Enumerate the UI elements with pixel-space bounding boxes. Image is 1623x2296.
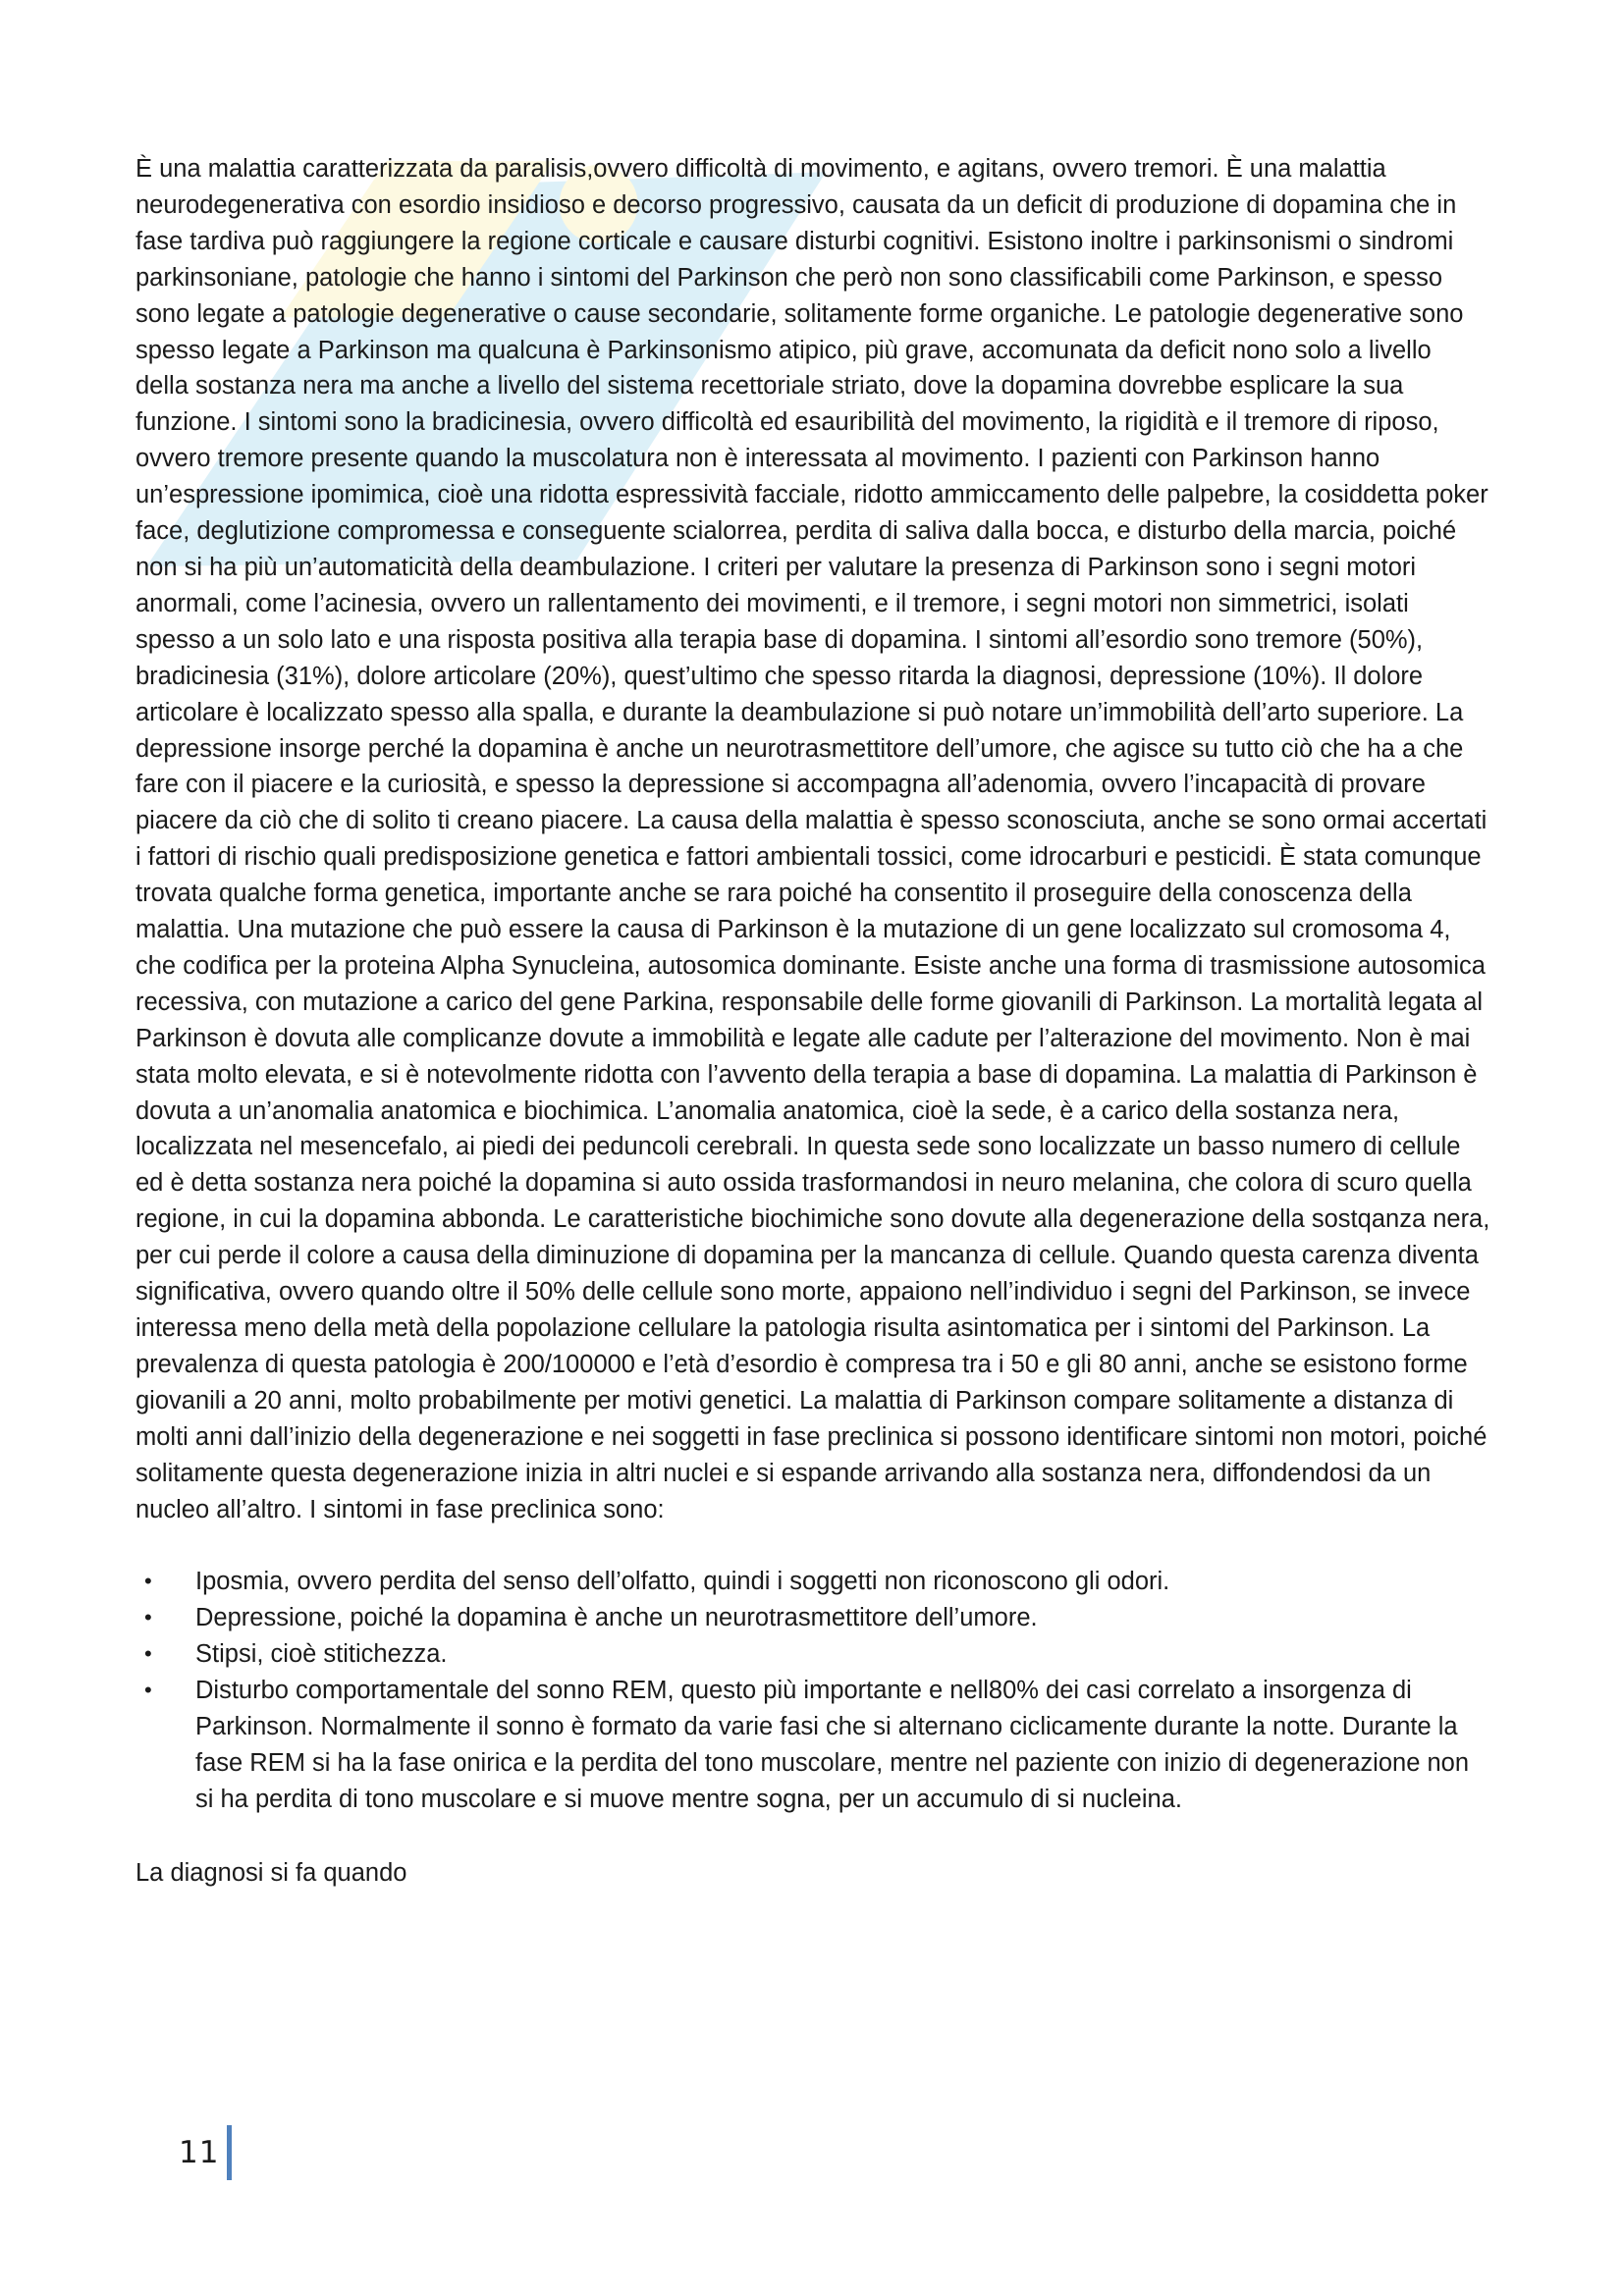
document-body [135,151,1490,1892]
list-item [135,1636,1490,1673]
list-item-text: Depressione, poiché la dopamina è anche un neurotrasmettitore dell’umore. [195,1604,1038,1632]
list-item-text: Disturbo comportamentale del sonno REM, questo più importante e nell80% dei casi correlato a insorgenza di Parkinson. Normalmente il sonno è formato da varie fasi che si alternano ciclicamente durante la notte. Durante la fase REM si ha la fase onirica e la perdita del tono muscolare, mentre nel paziente con inizio di degenerazione non si ha perdita di tono muscolare e si muove mentre sogna, per un accumulo di si nucleina. [195,1677,1470,1813]
closing-line: La diagnosi si fa quando [135,1858,407,1887]
bullet-icon: • [144,1569,152,1594]
page-number-bar [227,2125,232,2180]
list-item-text: Stipsi, cioè stitichezza. [195,1640,448,1669]
list-item [135,1673,1490,1818]
bullet-icon: • [144,1605,152,1630]
main-paragraph: È una malattia caratterizzata da paralisis,ovvero difficoltà di movimento, e agitans, ovvero tremori. È una malattia neurodegenerativa con esordio insidioso e decorso progressivo, causata da un deficit di produzione di dopamina che in fase tardiva può raggiungere la regione corticale e causare disturbi cognitivi. Esistono inoltre i parkinsonismi o sindromi parkinsoniane, patologie che hanno i sintomi del Parkinson che però non sono classificabili come Parkinson, e spesso sono legate a patologie degenerative o cause secondarie, solitamente forme organiche. Le patologie degenerative sono spesso legate a Parkinson ma qualcuna è Parkinsonismo atipico, più grave, accomunata da deficit nono solo a livello della sostanza nera ma anche a livello del sistema recettoriale striato, dove la dopamina dovrebbe esplicare la sua funzione. I sintomi sono la bradicinesia, ovvero difficoltà ed esauribilità del movimento, la rigidità e il tremore di riposo, ovvero tremore presente quando la muscolatura non è interessata al movimento. I pazienti con Parkinson hanno un’espressione ipomimica, cioè una ridotta espressività facciale, ridotto ammiccamento delle palpebre, la cosiddetta poker face, deglutizione compromessa e conseguente scialorrea, perdita di saliva dalla bocca, e disturbo della marcia, poiché non si ha più un’automaticità della deambulazione. I criteri per valutare la presenza di Parkinson sono i segni motori anormali, come l’acinesia, ovvero un rallentamento dei movimenti, e il tremore, i segni motori non simmetrici, isolati spesso a un solo lato e una risposta positiva alla terapia base di dopamina. I sintomi all’esordio sono tremore (50%), bradicinesia (31%), dolore articolare (20%), quest’ultimo che spesso ritarda la diagnosi, depressione (10%). Il dolore articolare è localizzato spesso alla spalla, e durante la deambulazione si può notare un’immobilità dell’arto superiore. La depressione insorge perché la dopamina è anche un neurotrasmettitore dell’umore, che agisce su tutto ciò che ha a che fare con il piacere e la curiosità, e spesso la depressione si accompagna all’adenomia, ovvero l’incapacità di provare piacere da ciò che di solito ti creano piacere. La causa della malattia è spesso sconosciuta, anche se sono ormai accertati i fattori di rischio quali predisposizione genetica e fattori ambientali tossici, come idrocarburi e pesticidi. È stata comunque trovata qualche forma genetica, importante anche se rara poiché ha consentito il proseguire della conoscenza della malattia. Una mutazione che può essere la causa di Parkinson è la mutazione di un gene localizzato sul cromosoma 4, che codifica per la proteina Alpha Synucleina, autosomica dominante. Esiste anche una forma di trasmissione autosomica recessiva, con mutazione a carico del gene Parkina, responsabile delle forme giovanili di Parkinson. La mortalità legata al Parkinson è dovuta alle complicanze dovute a immobilità e legate alle cadute per l’alterazione del movimento. Non è mai stata molto elevata, e si è notevolmente ridotta con l’avvento della terapia a base di dopamina. La malattia di Parkinson è dovuta a un’anomalia anatomica e biochimica. L’anomalia anatomica, cioè la sede, è a carico della sostanza nera, localizzata nel mesencefalo, ai piedi dei peduncoli cerebrali. In questa sede sono localizzate un basso numero di cellule ed è detta sostanza nera poiché la dopamina si auto ossida trasformandosi in neuro melanina, che colora di scuro quella regione, in cui la dopamina abbonda. Le caratteristiche biochimiche sono dovute alla degenerazione della sostqanza nera, per cui perde il colore a causa della diminuzione di dopamina per la mancanza di cellule. Quando questa carenza diventa significativa, ovvero quando oltre il 50% delle cellule sono morte, appaiono nell’individuo i segni del Parkinson, se invece interessa meno della metà della popolazione cellulare la patologia risulta asintomatica per i sintomi del Parkinson. La prevalenza di questa patologia è 200/100000 e l’età d’esordio è compresa tra i 50 e gli 80 anni, anche se esistono forme giovanili a 20 anni, molto probabilmente per motivi genetici. La malattia di Parkinson compare solitamente a distanza di molti anni dall’inizio della degenerazione e nei soggetti in fase preclinica si possono identificare sintomi non motori, poiché solitamente questa degenerazione inizia in altri nuclei e si espande arrivando alla sostanza nera, diffondendosi da un nucleo all’altro. I sintomi in fase preclinica sono: [135,155,1490,1523]
list-item [135,1600,1490,1636]
bullet-icon: • [144,1678,152,1703]
list-item-text: Iposmia, ovvero perdita del senso dell’olfatto, quindi i soggetti non riconoscono gli odori. [195,1568,1170,1596]
bullet-icon: • [144,1641,152,1667]
page-number: 11 [179,2135,220,2170]
symptom-list [135,1564,1490,1817]
page-footer [179,2125,232,2180]
list-item [135,1564,1490,1600]
